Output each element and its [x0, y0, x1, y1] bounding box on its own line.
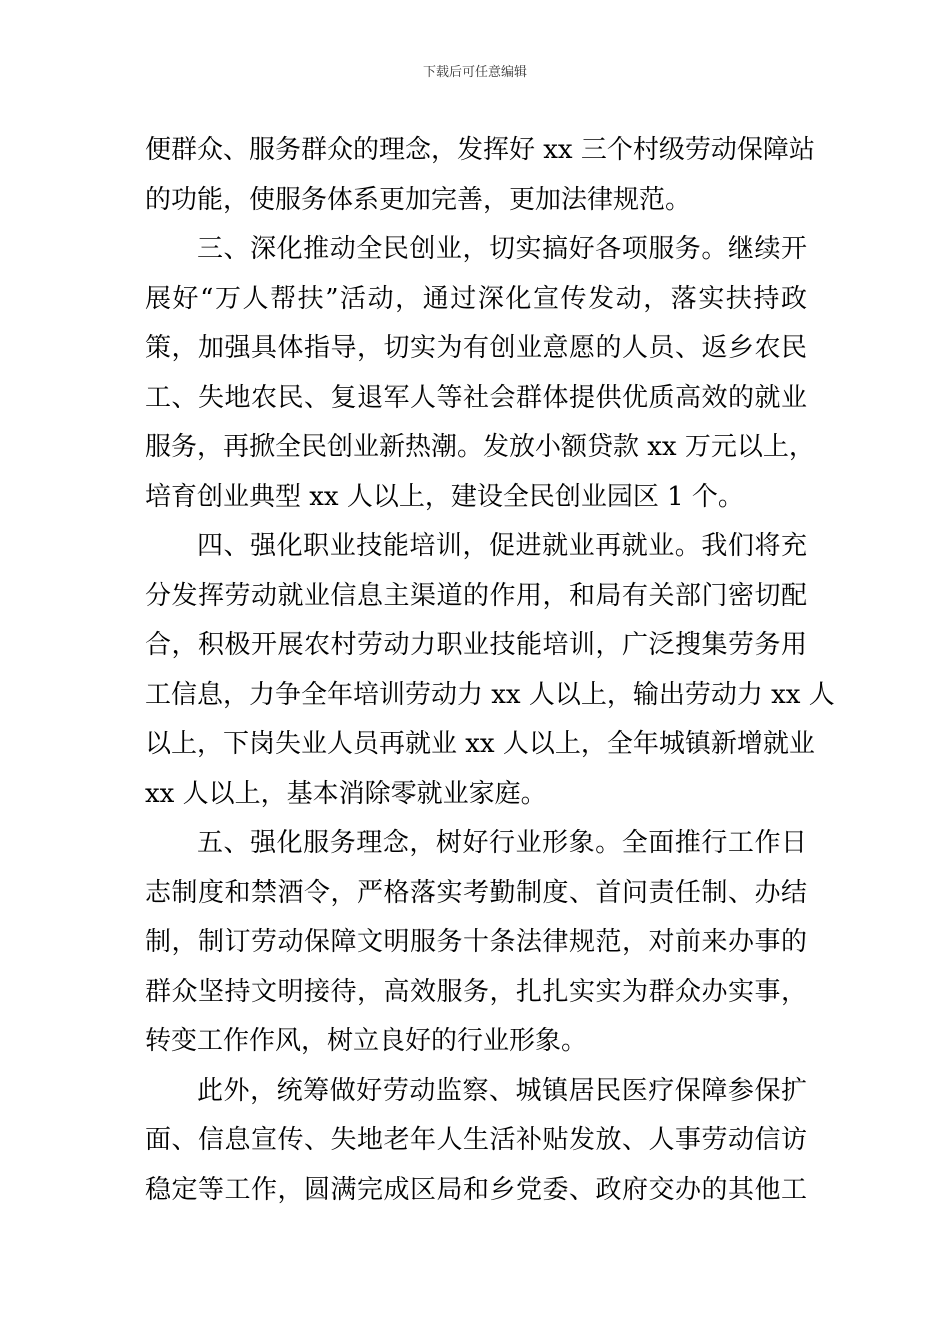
document-body [145, 126, 835, 1215]
text-line: 策，加强具体指导，切实为有创业意愿的人员、返乡农民 [145, 333, 807, 363]
text-line: 群众坚持文明接待，高效服务，扎扎实实为群众办实事， [145, 976, 807, 1007]
text-line: 稳定等工作，圆满完成区局和乡党委、政府交办的其他工 [145, 1174, 807, 1205]
text-line: 转变工作作风，树立良好的行业形象。 [145, 1026, 588, 1056]
text-line: 分发挥劳动就业信息主渠道的作用，和局有关部门密切配 [145, 580, 807, 611]
text-line: 此外，统筹做好劳动监察、城镇居民医疗保障参保扩 [197, 1075, 807, 1106]
text-line: 展好“万人帮扶”活动，通过深化宣传发动，落实扶持政 [145, 283, 807, 314]
text-line: 以上，下岗失业人员再就业 xx 人以上，全年城镇新增就业 [145, 729, 815, 759]
text-line: 培育创业典型 xx 人以上，建设全民创业园区 1 个。 [145, 481, 744, 512]
text-line: 工信息，力争全年培训劳动力 xx 人以上，输出劳动力 xx 人 [145, 679, 835, 710]
text-line: 便群众、服务群众的理念，发挥好 xx 三个村级劳动保障站 [145, 135, 815, 165]
text-line: 工、失地农民、复退军人等社会群体提供优质高效的就业 [145, 382, 807, 413]
text-line: 面、信息宣传、失地老年人生活补贴发放、人事劳动信访 [145, 1125, 807, 1155]
text-line: 四、强化职业技能培训，促进就业再就业。我们将充 [197, 531, 807, 561]
text-line: xx 人以上，基本消除零就业家庭。 [145, 778, 547, 809]
text-line: 三、深化推动全民创业，切实搞好各项服务。继续开 [197, 234, 807, 264]
text-line: 服务，再掀全民创业新热潮。发放小额贷款 xx 万元以上， [145, 432, 815, 462]
text-line: 制，制订劳动保障文明服务十条法律规范，对前来办事的 [145, 927, 807, 957]
text-line: 的功能，使服务体系更加完善，更加法律规范。 [145, 184, 692, 215]
text-line: 五、强化服务理念，树好行业形象。全面推行工作日 [197, 828, 807, 858]
text-line: 志制度和禁酒令，严格落实考勤制度、首问责任制、办结 [145, 877, 807, 908]
page-header-note: 下载后可任意编辑 [422, 65, 527, 80]
text-line: 合，积极开展农村劳动力职业技能培训，广泛搜集劳务用 [145, 630, 807, 660]
